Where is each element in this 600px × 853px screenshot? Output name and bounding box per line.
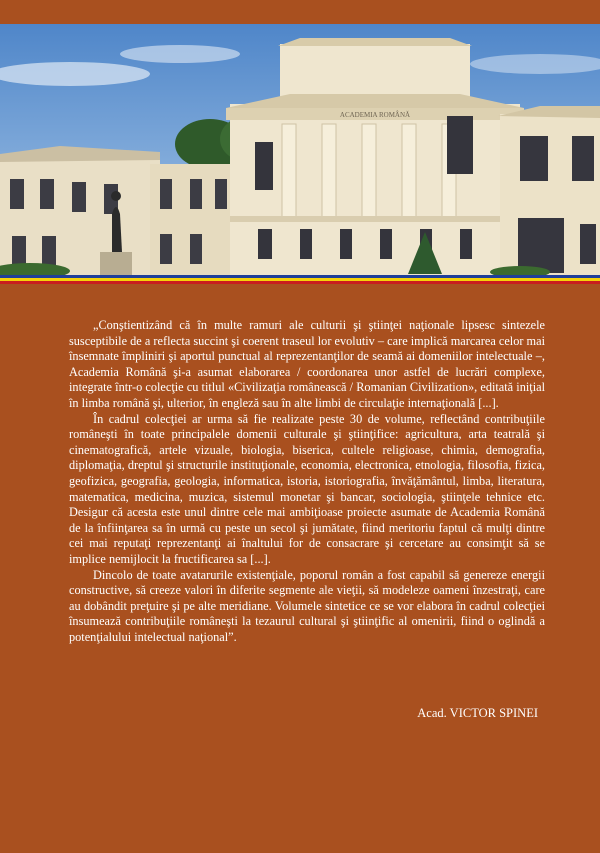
author-signature: Acad. VICTOR SPINEI xyxy=(417,706,538,720)
top-border xyxy=(0,0,600,24)
paragraph-2: În cadrul colecţiei ar urma să fie realizate peste 30 de volume, reflectând contribuţiile româneşti în toate principalele domenii culturale şi ştiinţifice: agricultura, arta teatrală şi cinematografică, artele vizuale, biologia, biserica, cultele religioase, chimia, demografia, diplomaţia, dreptul şi structurile instituţionale, economia, electronica, etnologia, filosofia, fizica, geofizica, geografia, geologia, informatica, istoria, istoriografia, învăţământul, limba, literatura, matematica, medicina, muzica, sistemul monetar şi bancar, sociologia, ştiinţele tehnice etc. Desigur că acesta este unul dintre cele mai ambiţioase proiecte asumate de Academia Română de la înfiinţarea sa în urmă cu peste un secol şi jumătate, fiind meritoriu faptul că mulţi dintre cei mai reputaţi reprezentanţi ai înaltului for de consacrare şi cercetare au consimţit să se implice nemijlocit la fructificarea sa [...]. xyxy=(69,411,545,566)
paragraph-3: Dincolo de toate avatarurile existenţiale, poporul român a fost capabil să genereze energii constructive, să creeze valori în diferite segmente ale vieţii, să modeleze oameni înzestraţi, care au dobândit preţuire şi pe alte meridiane. Volumele sintetice ce se vor elabora în cadrul colecţiei însumează contribuţiile româneşti la tezaurul cultural şi ştiinţific al omenirii, fiind o oglindă a potenţialului intelectual naţional”. xyxy=(69,567,545,644)
academy-building-photo xyxy=(0,24,600,275)
quote-body xyxy=(69,318,545,645)
paragraph-1: „Conştientizând că în multe ramuri ale culturii şi ştiinţei naţionale lipsesc sintezele susceptibile de a reflecta succint şi coerent traseul lor evolutiv – care implică marcarea celor mai însemnate împliniri şi aportul punctual al reprezentanţilor de seamă ai domeniilor intelectuale –, Academia Română şi-a asumat elaborarea / coordonarea unor astfel de lucrări complexe, integrate într-o colecţie cu titlul «Civilizaţia românească / Romanian Civilization», editată iniţial în limba română şi, ulterior, în engleză sau în alte limbi de circulaţie internaţională [...]. xyxy=(69,318,545,410)
building-inscription: ACADEMIA ROMÂNĂ xyxy=(339,111,411,119)
flag-red-stripe xyxy=(0,281,600,284)
tricolor-band xyxy=(0,275,600,284)
